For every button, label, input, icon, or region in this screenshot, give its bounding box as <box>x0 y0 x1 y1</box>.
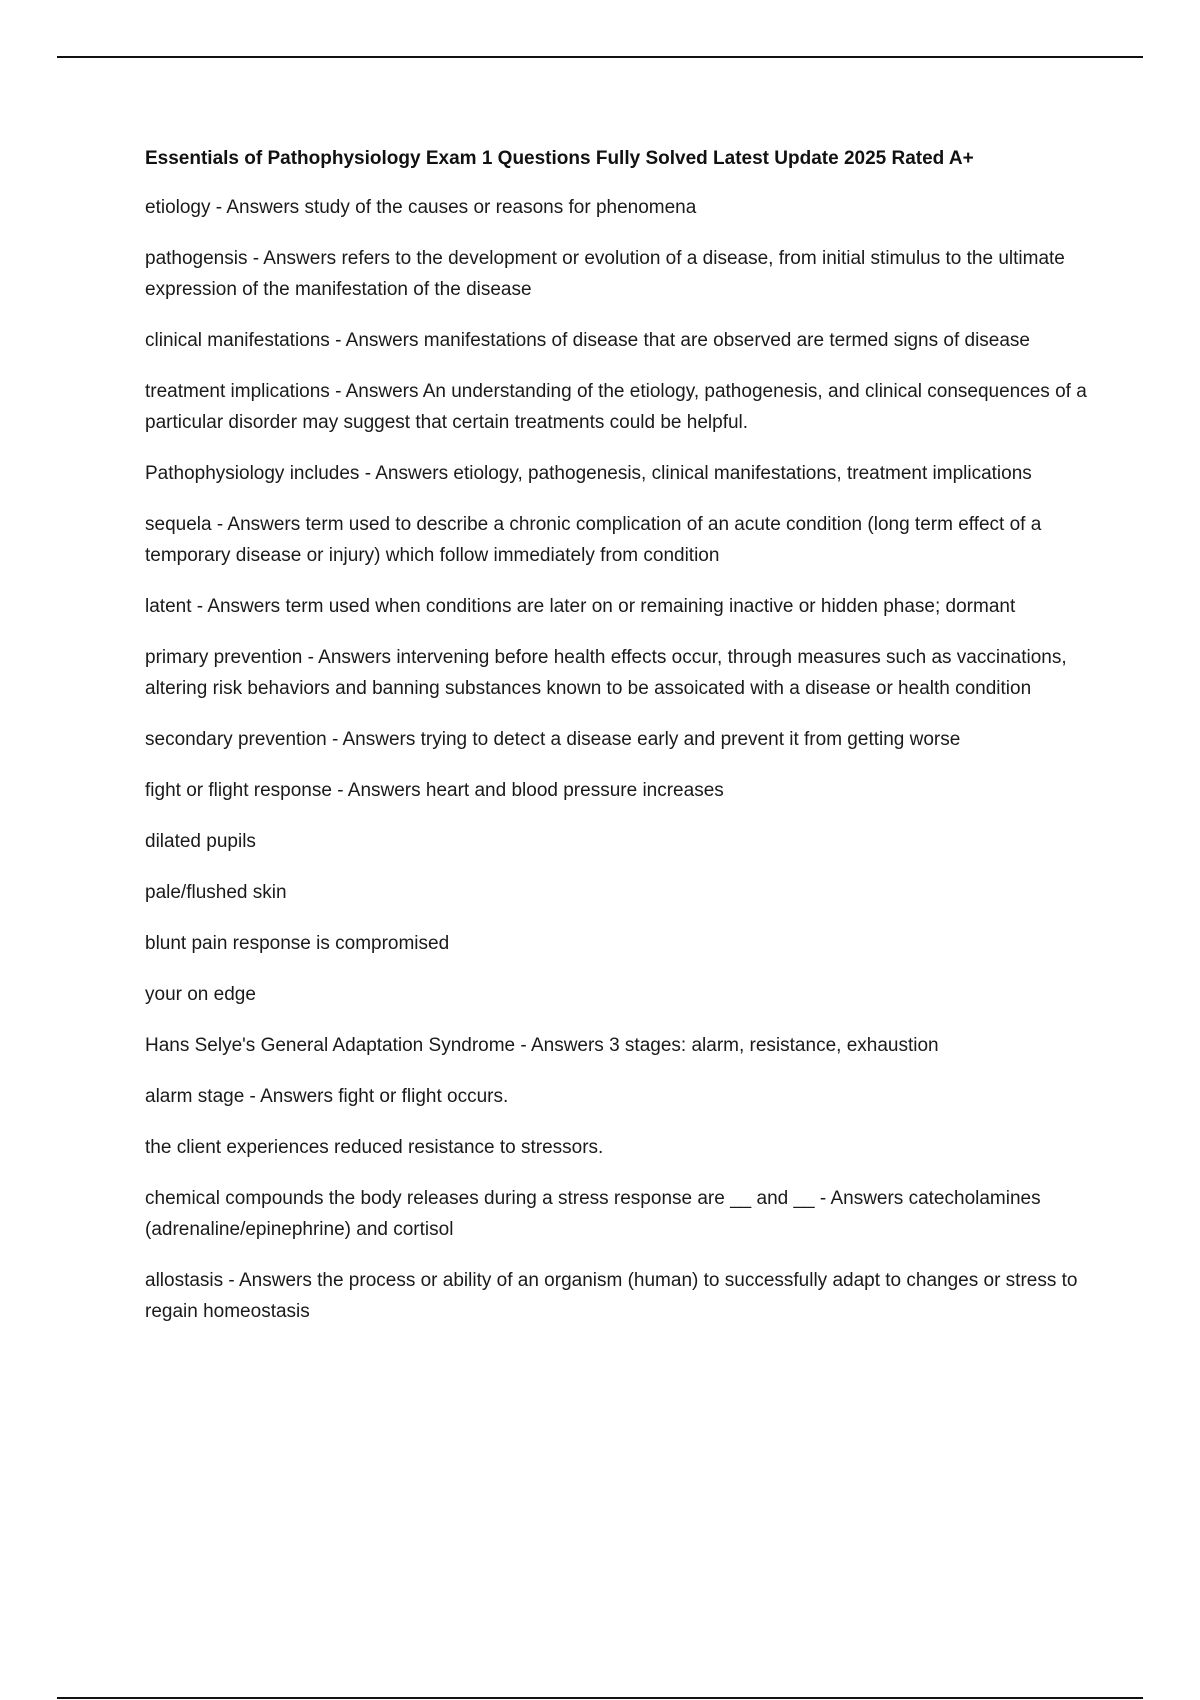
entry-pathophysiology-includes: Pathophysiology includes - Answers etiology, pathogenesis, clinical manifestations, treatment implications <box>145 463 1032 484</box>
entry-primary-prevention: primary prevention - Answers intervening before health effects occur, through measures such as vaccinations, altering risk behaviors and banning substances known to be assoicated with a disease or health condition <box>145 647 1067 699</box>
top-rule <box>57 56 1143 58</box>
entry-blunt-pain-response: blunt pain response is compromised <box>145 933 450 954</box>
entry-alarm-stage: alarm stage - Answers fight or flight occurs. <box>145 1086 509 1107</box>
document-title: Essentials of Pathophysiology Exam 1 Questions Fully Solved Latest Update 2025 Rated A+ <box>145 148 974 169</box>
entry-sequela: sequela - Answers term used to describe a chronic complication of an acute condition (long term effect of a temporary disease or injury) which follow immediately from condition <box>145 514 1042 566</box>
entry-dilated-pupils: dilated pupils <box>145 831 256 852</box>
entry-fight-or-flight: fight or flight response - Answers heart and blood pressure increases <box>145 780 724 801</box>
entry-pale-flushed-skin: pale/flushed skin <box>145 882 287 903</box>
entry-general-adaptation-syndrome: Hans Selye's General Adaptation Syndrome - Answers 3 stages: alarm, resistance, exhaustion <box>145 1035 939 1056</box>
entry-clinical-manifestations: clinical manifestations - Answers manifestations of disease that are observed are termed signs of disease <box>145 330 1031 351</box>
entry-allostasis: allostasis - Answers the process or ability of an organism (human) to successfully adapt to changes or stress to regain homeostasis <box>145 1270 1078 1322</box>
entry-pathogensis: pathogensis - Answers refers to the development or evolution of a disease, from initial stimulus to the ultimate expression of the manifestation of the disease <box>145 248 1065 300</box>
entry-etiology: etiology - Answers study of the causes or reasons for phenomena <box>145 197 697 218</box>
entry-latent: latent - Answers term used when conditions are later on or remaining inactive or hidden phase; dormant <box>145 596 1016 617</box>
entry-on-edge: your on edge <box>145 984 256 1005</box>
entry-reduced-resistance: the client experiences reduced resistance to stressors. <box>145 1137 604 1158</box>
entry-secondary-prevention: secondary prevention - Answers trying to detect a disease early and prevent it from getting worse <box>145 729 961 750</box>
entry-chemical-compounds: chemical compounds the body releases during a stress response are __ and __ - Answers catecholamines (adrenaline/epinephrine) and cortisol <box>145 1188 1041 1240</box>
entry-treatment-implications: treatment implications - Answers An understanding of the etiology, pathogenesis, and clinical consequences of a particular disorder may suggest that certain treatments could be helpful. <box>145 381 1087 433</box>
document-body <box>145 146 1095 1347</box>
bottom-rule <box>57 1697 1143 1699</box>
